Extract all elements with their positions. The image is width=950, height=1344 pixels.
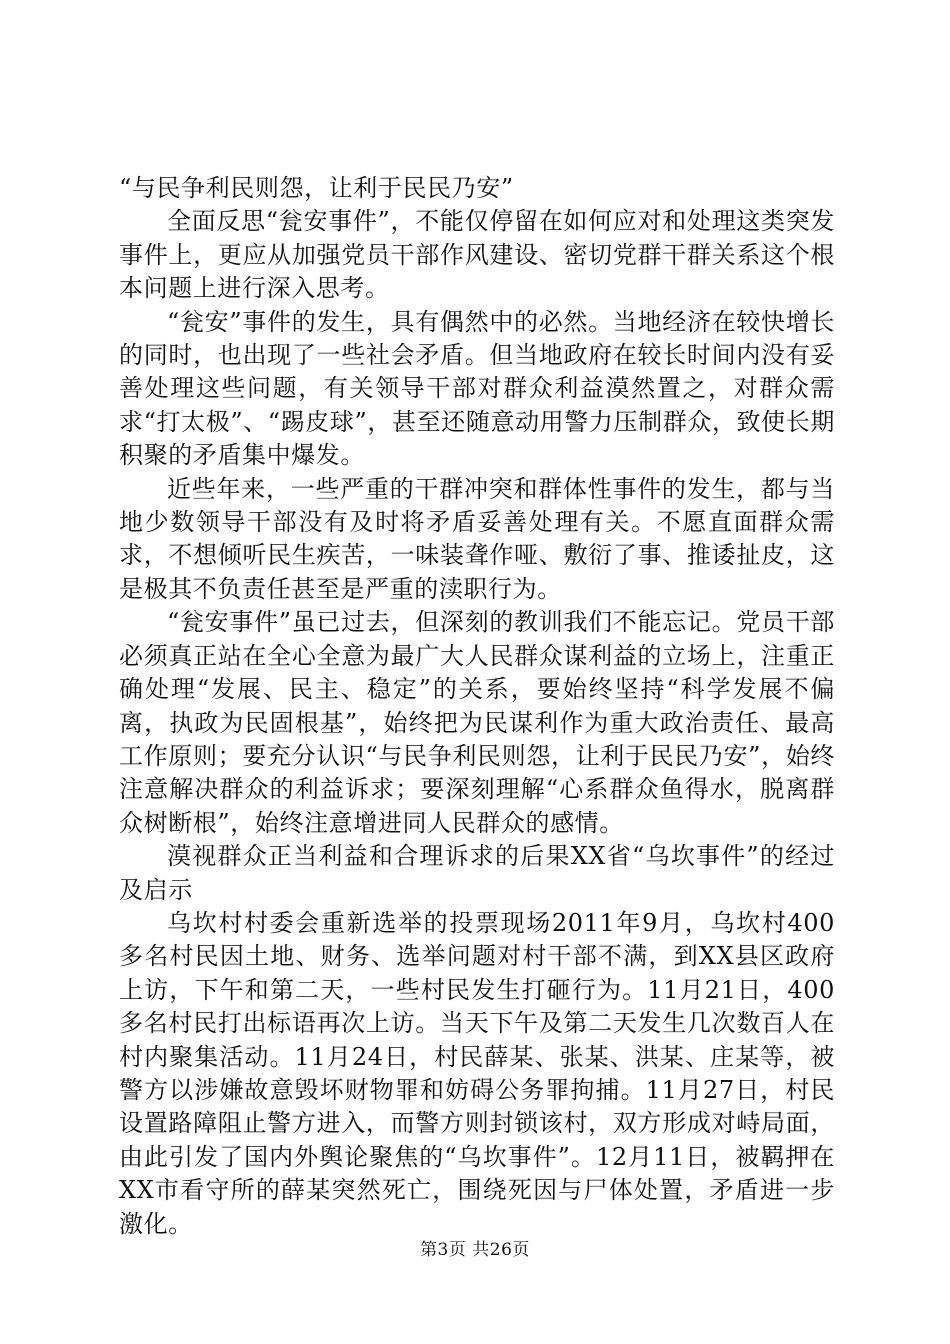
paragraph-section-title: 漠视群众正当利益和合理诉求的后果XX省“乌坎事件”的经过及启示 [119, 842, 835, 904]
paragraph-2: “瓮安”事件的发生，具有偶然中的必然。当地经济在较快增长的同时，也出现了一些社会矛盾。但当地政府在较长时间内没有妥善处理这些问题，有关领导干部对群众利益漠然置之，对群众需求“打太极”、“踢皮球”，甚至还随意动用警力压制群众，致使长期积聚的矛盾集中爆发。 [119, 307, 835, 470]
page-footer: 第3页 共26页 [420, 1240, 530, 1260]
paragraph-4: “瓮安事件”虽已过去，但深刻的教训我们不能忘记。党员干部必须真正站在全心全意为最广大人民群众谋利益的立场上，注重正确处理“发展、民主、稳定”的关系，要始终坚持“科学发展不偏离，执政为民固根基”，始终把为民谋利作为重大政治责任、最高工作原则；要充分认识“与民争利民则怨，让利于民民乃安”，始终注意解决群众的利益诉求；要深刻理解“心系群众鱼得水，脱离群众树断根”，始终注意增进同人民群众的感情。 [119, 608, 835, 837]
paragraph-3: 近些年来，一些严重的干群冲突和群体性事件的发生，都与当地少数领导干部没有及时将矛盾妥善处理有关。不愿直面群众需求，不想倾听民生疾苦，一味装聋作哑、敷衍了事、推诿扯皮，这是极其不负责任甚至是严重的渎职行为。 [119, 474, 835, 603]
document-body [119, 172, 835, 1241]
paragraph-1: 全面反思“瓮安事件”，不能仅停留在如何应对和处理这类突发事件上，更应从加强党员干部作风建设、密切党群干群关系这个根本问题上进行深入思考。 [119, 207, 835, 303]
paragraph-heading-quote: “与民争利民则怨，让利于民民乃安” [119, 174, 514, 202]
paragraph-6: 乌坎村村委会重新选举的投票现场2011年9月，乌坎村400多名村民因土地、财务、选举问题对村干部不满，到XX县区政府上访，下午和第二天，一些村民发生打砸行为。11月21日，400多名村民打出标语再次上访。当天下午及第二天发生几次数百人在村内聚集活动。11月24日，村民薛某、张某、洪某、庄某等，被警方以涉嫌故意毁坏财物罪和妨碍公务罪拘捕。11月27日，村民设置路障阻止警方进入，而警方则封锁该村，双方形成对峙局面，由此引发了国内外舆论聚焦的“乌坎事件”。12月11日，被羁押在XX市看守所的薛某突然死亡，围绕死因与尸体处置，矛盾进一步激化。 [119, 908, 835, 1238]
